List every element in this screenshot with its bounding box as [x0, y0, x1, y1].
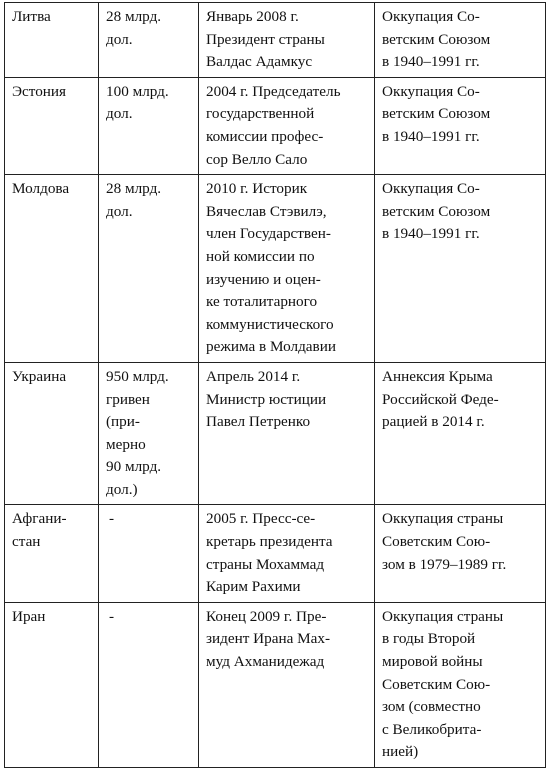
- claim-cell: Конец 2009 г. Пре- зидент Ирана Мах- муд Ахманидежад: [199, 602, 375, 767]
- amount-cell: 100 млрд. дол.: [99, 77, 199, 174]
- country-cell: Украина: [5, 362, 99, 505]
- reason-cell: Аннексия Крыма Российской Феде- рацией в 2014 г.: [375, 362, 546, 505]
- amount-cell: -: [99, 602, 199, 767]
- claims-table: [4, 2, 546, 768]
- table-row: [5, 175, 546, 363]
- amount-cell: 28 млрд. дол.: [99, 3, 199, 78]
- reason-cell: Оккупация Со- ветским Союзом в 1940–1991 гг.: [375, 175, 546, 363]
- claim-cell: 2010 г. Историк Вячеслав Стэвилэ, член Государствен- ной комиссии по изучению и оцен- ке тоталитарного коммунистического режима в Молдавии: [199, 175, 375, 363]
- country-cell: Афгани- стан: [5, 505, 99, 602]
- reason-cell: Оккупация Со- ветским Союзом в 1940–1991 гг.: [375, 77, 546, 174]
- claim-cell: 2004 г. Председатель государственной комиссии профес- сор Велло Сало: [199, 77, 375, 174]
- claim-cell: 2005 г. Пресс-се- кретарь президента страны Мохаммад Карим Рахими: [199, 505, 375, 602]
- table-row: [5, 3, 546, 78]
- reason-cell: Оккупация страны в годы Второй мировой войны Советским Сою- зом (совместно с Великобрита- нией): [375, 602, 546, 767]
- amount-cell: -: [99, 505, 199, 602]
- table-row: [5, 505, 546, 602]
- amount-cell: 28 млрд. дол.: [99, 175, 199, 363]
- amount-cell: 950 млрд. гривен (при- мерно 90 млрд. дол.): [99, 362, 199, 505]
- reason-cell: Оккупация страны Советским Сою- зом в 1979–1989 гг.: [375, 505, 546, 602]
- claim-cell: Январь 2008 г. Президент страны Валдас Адамкус: [199, 3, 375, 78]
- reason-cell: Оккупация Со- ветским Союзом в 1940–1991 гг.: [375, 3, 546, 78]
- country-cell: Эстония: [5, 77, 99, 174]
- table-row: [5, 362, 546, 505]
- country-cell: Литва: [5, 3, 99, 78]
- country-cell: Молдова: [5, 175, 99, 363]
- claim-cell: Апрель 2014 г. Министр юстиции Павел Петренко: [199, 362, 375, 505]
- table-row: [5, 77, 546, 174]
- table-row: [5, 602, 546, 767]
- country-cell: Иран: [5, 602, 99, 767]
